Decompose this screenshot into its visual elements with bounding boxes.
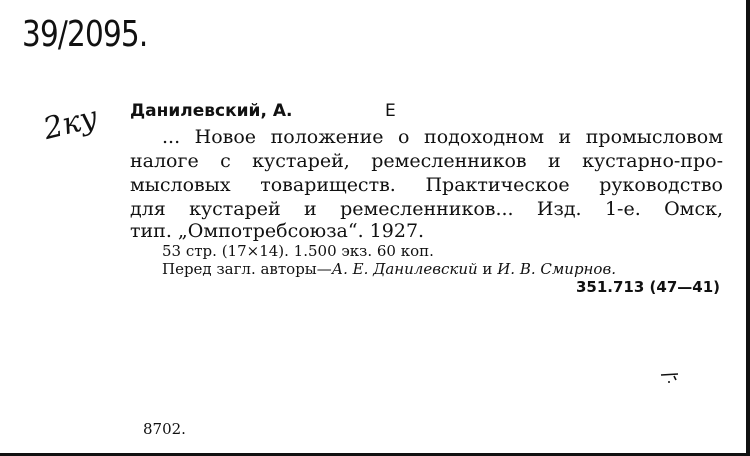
author-note-prefix: Перед загл. авторы— <box>162 260 332 278</box>
catalog-number: 39/2095. <box>22 14 148 55</box>
title-line: для кустарей и ремесленников... Изд. 1-е. Омск, <box>130 198 723 220</box>
physical-description: 53 стр. (17×14). 1.500 экз. 60 коп. <box>162 242 434 260</box>
title-line: мысловых товариществ. Практическое руководство <box>130 174 723 196</box>
author-note-second-author: И. В. Смирнов. <box>497 260 616 278</box>
title-line: налоге с кустарей, ремесленников и кустарно-про- <box>130 150 723 172</box>
title-line: ... Новое положение о подоходном и промысловом <box>162 126 723 148</box>
title-line: тип. „Омпотребсоюза“. 1927. <box>130 220 425 242</box>
pencil-mark-icon <box>660 372 680 384</box>
card-number: 8702. <box>143 420 186 438</box>
shelf-mark: 2ку <box>40 99 102 147</box>
author-note-first-author: А. Е. Данилевский <box>331 260 478 278</box>
author-initial: Е <box>385 101 396 121</box>
author-name: Данилевский, А. <box>130 101 293 121</box>
call-number: 351.713 (47—41) <box>575 278 720 296</box>
author-note-conjunction: и <box>477 260 498 278</box>
author-note <box>162 260 616 278</box>
